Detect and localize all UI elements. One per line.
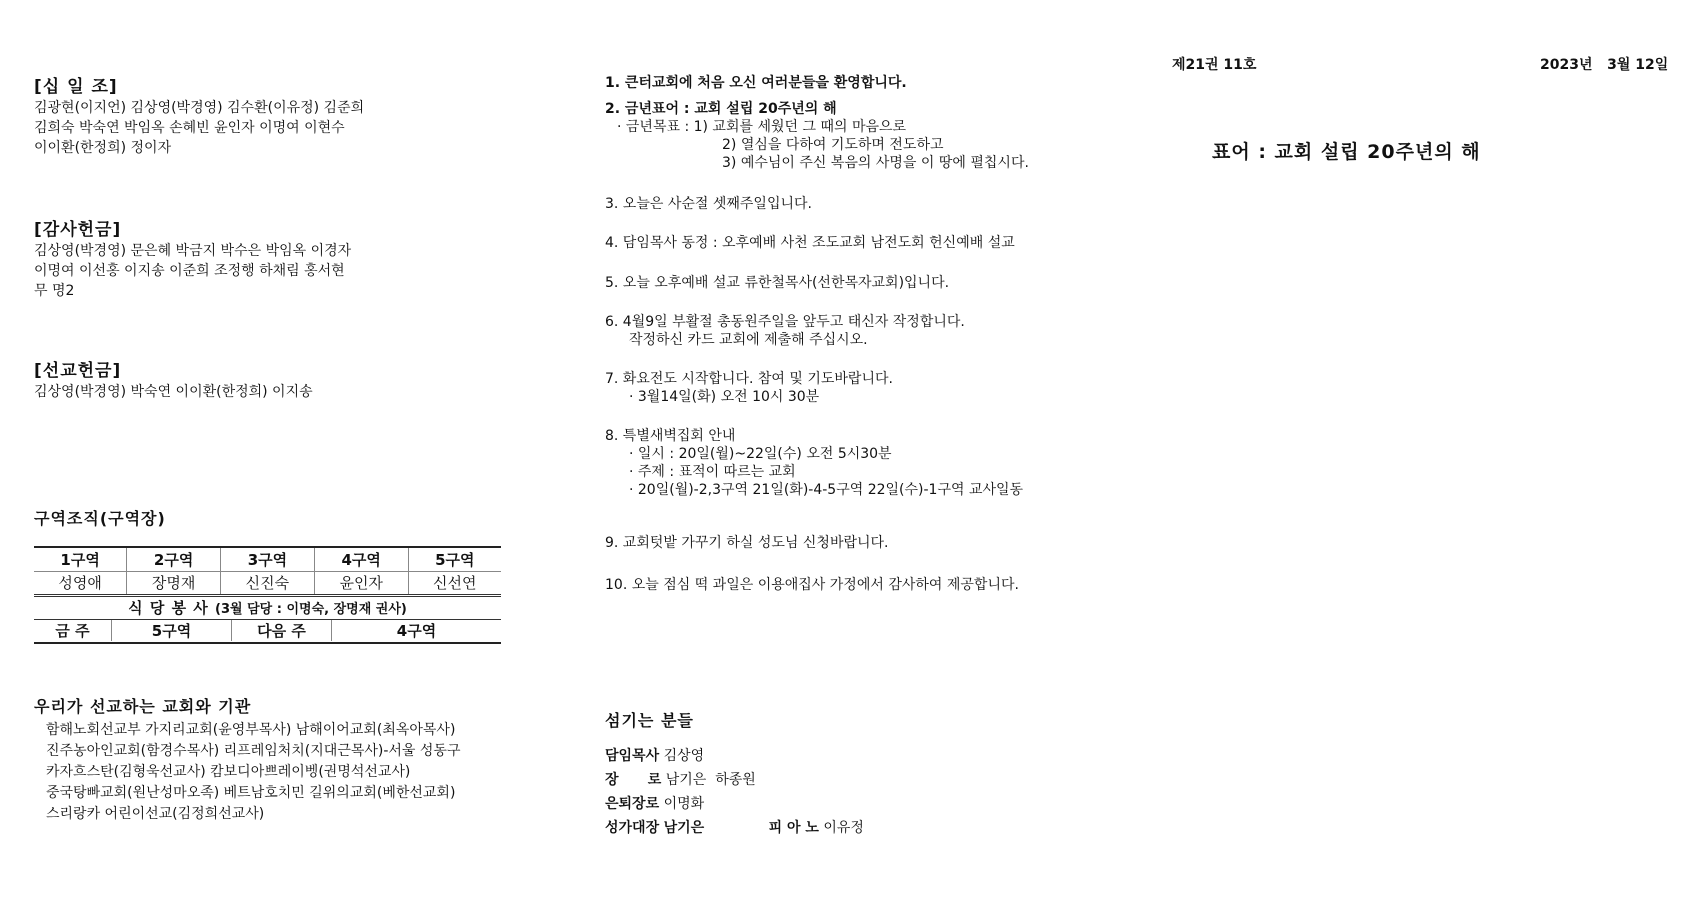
- thanks-offering-line: 김상영(박경영) 문은혜 박금지 박수은 박임옥 이경자: [34, 243, 352, 259]
- district-table: [34, 546, 501, 644]
- servers-title: 섬기는 분들: [605, 711, 694, 730]
- district-header: 4구역: [314, 547, 408, 571]
- missions-list: [34, 720, 494, 825]
- piano-name: 이유정: [823, 820, 864, 836]
- notice-main: 9. 교회텃밭 가꾸기 하실 성도님 신청바랍니다.: [605, 535, 889, 551]
- notice-main: 2. 금년표어 : 교회 설립 20주년의 해: [605, 101, 837, 117]
- mission-item: 카자흐스탄(김형욱선교사) 캄보디아쁘레이벵(권명석선교사): [46, 764, 411, 780]
- missions-title: 우리가 선교하는 교회와 기관: [34, 697, 252, 716]
- district-leader: 신진숙: [221, 571, 315, 595]
- retired-elder-name: 이명화: [663, 796, 705, 812]
- notice-main: 10. 오늘 점심 떡 과일은 이용애집사 가정에서 감사하여 제공합니다.: [605, 577, 1019, 593]
- thanks-offering-line: 무 명2: [34, 283, 75, 299]
- notice-main: 5. 오늘 오후예배 설교 류한철목사(선한목자교회)입니다.: [605, 275, 950, 291]
- district-header-row: [34, 547, 501, 571]
- tithe-title: [십 일 조]: [34, 77, 118, 97]
- notice-sub: · 일시 : 20일(월)~22일(수) 오전 5시30분: [629, 446, 892, 462]
- district-title: 구역조직(구역장): [34, 509, 166, 528]
- kitchen-service-cell: [34, 595, 501, 619]
- notice-8: [605, 427, 1125, 499]
- pastor-label: 담임목사: [605, 748, 660, 764]
- kitchen-rota-cell: [34, 619, 501, 643]
- mission-item: 스리랑카 어린이선교(김정희선교사): [46, 806, 265, 822]
- notice-1: [605, 74, 1125, 92]
- this-week-value: 5구역: [112, 620, 232, 641]
- issue-number: 제21권 11호: [1172, 57, 1257, 73]
- year-motto: 표어 : 교회 설립 20주년의 해: [1212, 141, 1481, 163]
- notice-sub: · 3월14일(화) 오전 10시 30분: [629, 389, 820, 405]
- elder-names: 남기은 하종원: [665, 772, 756, 788]
- servers-row-choir: [605, 816, 1005, 840]
- issue-date: 2023년 3월 12일: [1540, 57, 1669, 73]
- district-section: [34, 508, 494, 644]
- district-header: 3구역: [221, 547, 315, 571]
- thanks-offering-title: [감사헌금]: [34, 220, 122, 240]
- next-week-label: 다음 주: [232, 620, 332, 641]
- notice-4: [605, 234, 1125, 252]
- notice-main: 8. 특별새벽집회 안내: [605, 428, 736, 444]
- servers-row-retired: [605, 792, 1005, 816]
- pastor-name: 김상영: [663, 748, 705, 764]
- kitchen-rota-row: [34, 619, 501, 643]
- notice-6: [605, 313, 1125, 349]
- district-leader: 장명재: [127, 571, 221, 595]
- notice-2: [605, 100, 1125, 172]
- mission-offering-section: [34, 360, 494, 402]
- notice-5: [605, 274, 1125, 292]
- notice-main: 6. 4월9일 부활절 총동원주일을 앞두고 태신자 작정합니다.: [605, 314, 965, 330]
- notice-main: 1. 큰터교회에 처음 오신 여러분들을 환영합니다.: [605, 75, 907, 91]
- tithe-line: 김광현(이지언) 김상영(박경영) 김수환(이유정) 김준희: [34, 100, 365, 116]
- district-leader: 윤인자: [314, 571, 408, 595]
- thanks-offering-line: 이명여 이선홍 이지송 이준희 조정행 하채림 홍서현: [34, 263, 345, 279]
- notice-9: [605, 534, 1125, 552]
- next-week-value: 4구역: [396, 622, 437, 641]
- district-header: 5구역: [408, 547, 501, 571]
- notice-sub: 작정하신 카드 교회에 제출해 주십시오.: [629, 332, 868, 348]
- notice-main: 4. 담임목사 동정 : 오후예배 사천 조도교회 남전도회 헌신예배 설교: [605, 235, 1015, 251]
- choir-leader-label: 성가대장: [605, 820, 660, 836]
- this-week-label: 금 주: [34, 620, 112, 641]
- mission-item: 중국탕빠교회(원난성마오족) 베트남호치민 길위의교회(베한선교회): [46, 785, 456, 801]
- kitchen-service-label: 식 당 봉 사: [128, 599, 209, 617]
- tithe-section: [34, 76, 494, 158]
- notice-3: [605, 195, 1125, 213]
- missions-section: [34, 696, 494, 825]
- piano-label: 피 아 노: [768, 820, 819, 836]
- tithe-line: 김희숙 박숙연 박임옥 손혜빈 윤인자 이명여 이현수: [34, 120, 345, 136]
- district-leader: 신선연: [408, 571, 501, 595]
- mission-offering-line: 김상영(박경영) 박숙연 이이환(한정희) 이지송: [34, 384, 313, 400]
- notice-sub: 2) 열심을 다하여 기도하며 전도하고: [722, 137, 944, 153]
- elder-label: 장 로: [605, 772, 662, 788]
- retired-elder-label: 은퇴장로: [605, 796, 660, 812]
- servers-section: [605, 710, 1005, 840]
- notice-sub: 3) 예수님이 주신 복음의 사명을 이 땅에 펼칩시다.: [722, 155, 1029, 171]
- notice-main: 7. 화요전도 시작합니다. 참여 및 기도바랍니다.: [605, 371, 893, 387]
- choir-leader-name: 남기은: [663, 820, 705, 836]
- notice-main: 3. 오늘은 사순절 셋째주일입니다.: [605, 196, 812, 212]
- mission-offering-title: [선교헌금]: [34, 361, 122, 381]
- notice-7: [605, 370, 1125, 406]
- district-leader: 성영애: [34, 571, 127, 595]
- district-header: 1구역: [34, 547, 127, 571]
- notice-sub: · 20일(월)-2,3구역 21일(화)-4-5구역 22일(수)-1구역 교사일동: [629, 482, 1024, 498]
- thanks-offering-section: [34, 219, 494, 301]
- kitchen-service-row: [34, 595, 501, 619]
- notice-10: [605, 576, 1125, 594]
- district-leader-row: [34, 571, 501, 595]
- mission-item: 함해노회선교부 가지리교회(윤영부목사) 남해이어교회(최옥아목사): [46, 722, 456, 738]
- kitchen-service-note: (3월 담당 : 이명숙, 장명재 권사): [215, 602, 407, 617]
- notice-sub: · 주제 : 표적이 따르는 교회: [629, 464, 796, 480]
- notice-sub: · 금년목표 : 1) 교회를 세웠던 그 때의 마음으로: [617, 119, 907, 135]
- district-header: 2구역: [127, 547, 221, 571]
- servers-row-pastor: [605, 744, 1005, 768]
- mission-item: 진주농아인교회(함경수목사) 리프레임처치(지대근목사)-서울 성동구: [46, 743, 461, 759]
- tithe-line: 이이환(한정희) 정이자: [34, 140, 172, 156]
- servers-row-elder: [605, 768, 1005, 792]
